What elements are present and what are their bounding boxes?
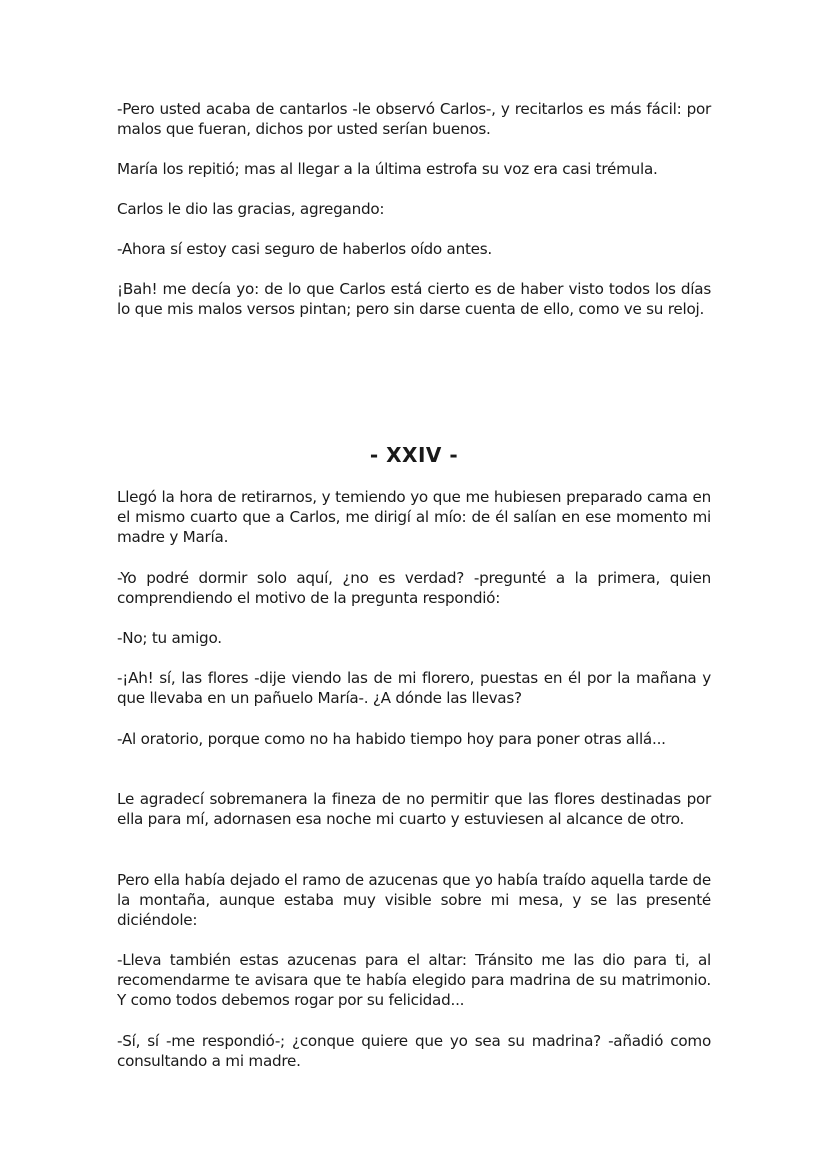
- paragraph: -Yo podré dormir solo aquí, ¿no es verdad? -pregunté a la primera, quien comprendiendo el motivo de la pregunta respondió:: [117, 569, 711, 607]
- paragraph: -Sí, sí -me respondió-; ¿conque quiere que yo sea su madrina? -añadió como consultando a mi madre.: [117, 1032, 711, 1070]
- paragraph: Llegó la hora de retirarnos, y temiendo yo que me hubiesen preparado cama en el mismo cuarto que a Carlos, me dirigí al mío: de él salían en ese momento mi madre y María.: [117, 488, 711, 546]
- paragraph: Carlos le dio las gracias, agregando:: [117, 200, 385, 218]
- chapter-heading: - XXIV -: [369, 443, 459, 467]
- paragraph: ¡Bah! me decía yo: de lo que Carlos está cierto es de haber visto todos los días lo que mis malos versos pintan; pero sin darse cuenta de ello, como ve su reloj.: [117, 280, 711, 318]
- paragraph: -Ahora sí estoy casi seguro de haberlos oído antes.: [117, 240, 492, 258]
- paragraph: -No; tu amigo.: [117, 629, 222, 647]
- paragraph: Pero ella había dejado el ramo de azucenas que yo había traído aquella tarde de la montaña, aunque estaba muy visible sobre mi mesa, y se las presenté diciéndole:: [117, 871, 711, 929]
- paragraph: Le agradecí sobremanera la fineza de no permitir que las flores destinadas por ella para mí, adornasen esa noche mi cuarto y estuviesen al alcance de otro.: [117, 790, 711, 828]
- paragraph: -Pero usted acaba de cantarlos -le observó Carlos-, y recitarlos es más fácil: por malos que fueran, dichos por usted serían buenos.: [117, 100, 711, 138]
- paragraph: María los repitió; mas al llegar a la última estrofa su voz era casi trémula.: [117, 160, 658, 178]
- paragraph: -¡Ah! sí, las flores -dije viendo las de mi florero, puestas en él por la mañana y que llevaba en un pañuelo María-. ¿A dónde las llevas?: [117, 669, 711, 707]
- paragraph: -Al oratorio, porque como no ha habido tiempo hoy para poner otras allá...: [117, 730, 666, 748]
- paragraph: -Lleva también estas azucenas para el altar: Tránsito me las dio para ti, al recomendarme te avisara que te había elegido para madrina de su matrimonio. Y como todos debemos rogar por su felicidad...: [117, 951, 711, 1009]
